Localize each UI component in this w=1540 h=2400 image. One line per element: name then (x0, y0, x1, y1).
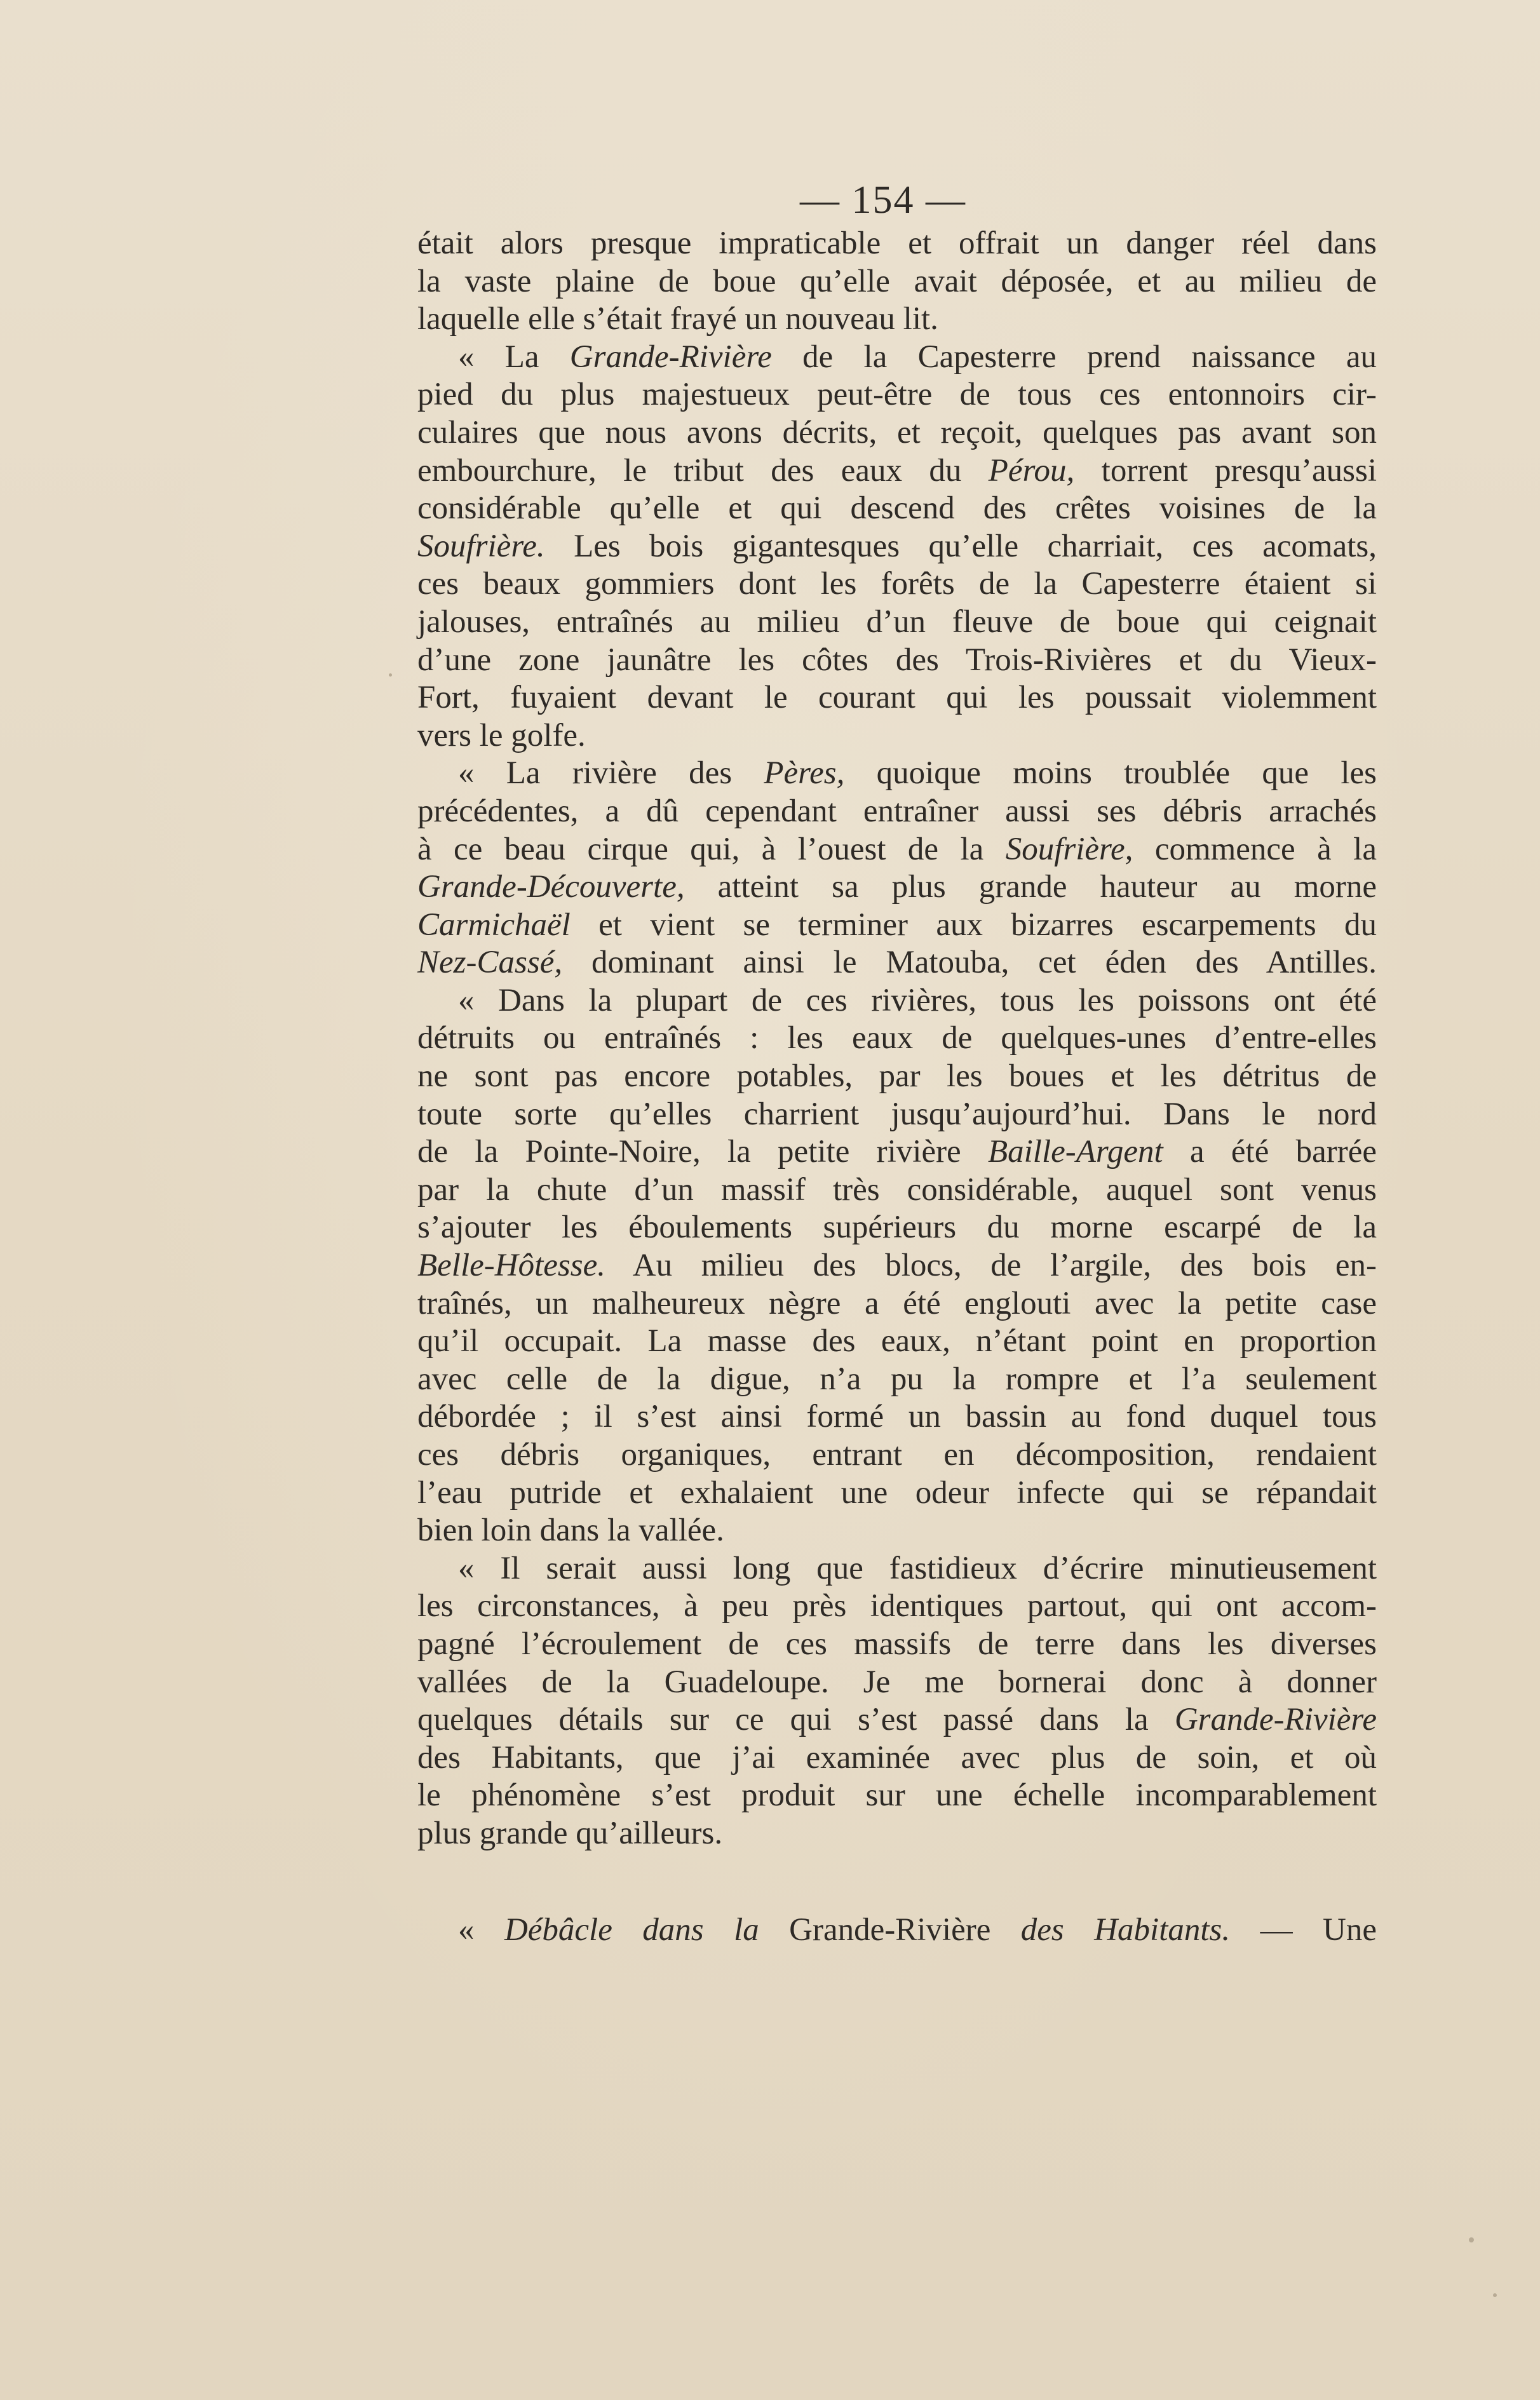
italic-text: Débâcle dans la (504, 1911, 759, 1948)
text-line (417, 642, 1377, 680)
text-line (417, 225, 1377, 263)
text-segment: a été barrée (1163, 1134, 1377, 1170)
italic-text: Belle-Hôtesse. (417, 1248, 605, 1284)
text-segment: quoique moins troublée que les (844, 755, 1377, 792)
text-segment: « La (458, 339, 570, 375)
text-line (417, 1626, 1377, 1664)
text-line (417, 1664, 1377, 1702)
text-segment: « La rivière des (458, 755, 764, 792)
text-line (417, 603, 1377, 642)
text-segment: jalouses, entraînés au milieu d’un fleuve de boue qui ceignait (417, 603, 1377, 640)
text-segment: Fort, fuyaient devant le courant qui les poussait violemment (417, 680, 1377, 716)
text-segment: dominant ainsi le Matouba, cet éden des Antilles. (562, 945, 1377, 981)
text-segment: ces beaux gommiers dont les forêts de la Capesterre étaient si (417, 566, 1377, 602)
text-segment: avec celle de la digue, n’a pu la rompre et l’a seulement (417, 1361, 1377, 1397)
text-line (417, 944, 1377, 982)
text-line (417, 1588, 1377, 1626)
text-line (417, 1701, 1377, 1739)
text-segment: était alors presque impraticable et offrait un danger réel dans (417, 226, 1377, 261)
italic-text: Grande-Découverte, (417, 869, 685, 905)
italic-text: des Habitants. (1020, 1911, 1231, 1948)
text-segment: quelques détails sur ce qui s’est passé dans la (417, 1702, 1175, 1738)
text-line (417, 565, 1377, 603)
text-segment: atteint sa plus grande hauteur au morne (684, 869, 1377, 905)
text-segment: embourchure, le tribut des eaux du (417, 452, 989, 489)
italic-text: Baille-Argent (987, 1134, 1163, 1170)
text-segment: toute sorte qu’elles charrient jusqu’aujourd’hui. Dans le nord (417, 1096, 1377, 1132)
text-segment: de la Capesterre prend naissance au (771, 339, 1377, 375)
text-line (417, 1911, 1377, 1950)
text-segment: bien loin dans la vallée. (417, 1513, 724, 1549)
text-line (417, 376, 1377, 414)
italic-text: Grande-Rivière (1174, 1702, 1377, 1738)
text-segment: débordée ; il s’est ainsi formé un bassin au fond duquel tous (417, 1399, 1377, 1435)
text-line (417, 1777, 1377, 1815)
text-segment: vallées de la Guadeloupe. Je me bornerai donc à donner (417, 1664, 1377, 1700)
text-segment: pied du plus majestueux peut-être de tous ces entonnoirs cir- (417, 377, 1377, 413)
text-line (417, 1739, 1377, 1777)
text-line (417, 1474, 1377, 1513)
paper-speck (389, 673, 392, 677)
text-line (417, 717, 1377, 755)
text-segment: pagné l’écroulement de ces massifs de terre dans les diverses (417, 1626, 1377, 1662)
text-line (417, 1020, 1377, 1058)
text-segment: les circonstances, à peu près identiques partout, qui ont accom- (417, 1588, 1377, 1624)
italic-text: Grande-Rivière (569, 339, 772, 375)
text-line (417, 1171, 1377, 1210)
text-line (417, 490, 1377, 528)
section-gap (417, 1853, 1377, 1911)
text-line (417, 1550, 1377, 1588)
text-segment: « Il serait aussi long que fastidieux d’écrire minutieusement (458, 1550, 1377, 1586)
text-line (417, 452, 1377, 490)
text-line (417, 907, 1377, 945)
italic-text: Pérou, (988, 452, 1075, 489)
text-segment: des Habitants, que j’ai examinée avec plus de soin, et où (417, 1739, 1377, 1776)
text-segment: détruits ou entraînés : les eaux de quelques-unes d’entre-elles (417, 1020, 1377, 1056)
text-line (417, 414, 1377, 452)
text-segment: la vaste plaine de boue qu’elle avait déposée, et au milieu de (417, 263, 1377, 299)
text-line (417, 1323, 1377, 1361)
text-line (417, 1285, 1377, 1323)
text-line (417, 528, 1377, 566)
text-line (417, 831, 1377, 869)
text-line (417, 300, 1377, 339)
text-segment: torrent presqu’aussi (1074, 452, 1377, 489)
text-line (417, 1133, 1377, 1171)
text-line (417, 679, 1377, 717)
text-segment: Les bois gigantesques qu’elle charriait, ces acomats, (544, 528, 1377, 564)
text-segment: le phénomène s’est produit sur une échelle incomparablement (417, 1777, 1377, 1814)
text-line (417, 1247, 1377, 1285)
text-line (417, 868, 1377, 907)
text-segment: l’eau putride et exhalaient une odeur infecte qui se répandait (417, 1474, 1377, 1511)
text-line (417, 339, 1377, 377)
text-segment: et vient se terminer aux bizarres escarpements du (570, 907, 1377, 943)
text-segment: qu’il occupait. La masse des eaux, n’étant point en proportion (417, 1323, 1377, 1359)
text-segment: — Une (1230, 1911, 1377, 1948)
italic-text: Nez-Cassé, (417, 945, 563, 981)
paper-speck (1493, 2293, 1497, 2297)
text-segment: s’ajouter les éboulements supérieurs du morne escarpé de la (417, 1210, 1377, 1246)
text-line (417, 1058, 1377, 1096)
text-line (417, 263, 1377, 301)
text-segment: à ce beau cirque qui, à l’ouest de la (417, 831, 1006, 867)
body-text (417, 225, 1377, 1949)
text-segment: commence à la (1133, 831, 1377, 867)
text-segment: précédentes, a dû cependant entraîner aussi ses débris arrachés (417, 793, 1377, 829)
italic-text: Soufrière. (417, 528, 545, 564)
text-segment: culaires que nous avons décrits, et reçoit, quelques pas avant son (417, 414, 1377, 450)
italic-text: Carmichaël (417, 907, 571, 943)
paper-speck (1469, 2237, 1474, 2242)
text-line (417, 755, 1377, 793)
text-line (417, 793, 1377, 831)
text-segment: laquelle elle s’était frayé un nouveau lit. (417, 301, 938, 337)
text-segment: vers le golfe. (417, 717, 586, 753)
text-segment: ces débris organiques, entrant en décomposition, rendaient (417, 1437, 1377, 1473)
text-line (417, 1436, 1377, 1474)
text-segment: de la Pointe-Noire, la petite rivière (417, 1134, 988, 1170)
text-line (417, 1096, 1377, 1134)
text-line (417, 1209, 1377, 1247)
text-segment: Grande-Rivière (759, 1911, 1021, 1948)
text-segment: considérable qu’elle et qui descend des crêtes voisines de la (417, 490, 1377, 527)
text-segment: ne sont pas encore potables, par les boues et les détritus de (417, 1058, 1377, 1095)
text-segment: d’une zone jaunâtre les côtes des Trois-Rivières et du Vieux- (417, 642, 1377, 678)
text-line (417, 1361, 1377, 1399)
text-segment: traînés, un malheureux nègre a été englouti avec la petite case (417, 1285, 1377, 1321)
italic-text: Soufrière, (1005, 831, 1133, 867)
text-line (417, 1815, 1377, 1853)
text-segment: plus grande qu’ailleurs. (417, 1815, 723, 1851)
text-line (417, 982, 1377, 1020)
text-segment: par la chute d’un massif très considérable, auquel sont venus (417, 1171, 1377, 1208)
text-line (417, 1512, 1377, 1550)
text-segment: Au milieu des blocs, de l’argile, des bois en- (605, 1248, 1377, 1284)
text-segment: « Dans la plupart de ces rivières, tous les poissons ont été (458, 982, 1377, 1018)
italic-text: Pères, (764, 755, 845, 792)
text-segment: « (458, 1911, 504, 1948)
text-line (417, 1398, 1377, 1436)
page-number: — 154 — (800, 179, 966, 222)
